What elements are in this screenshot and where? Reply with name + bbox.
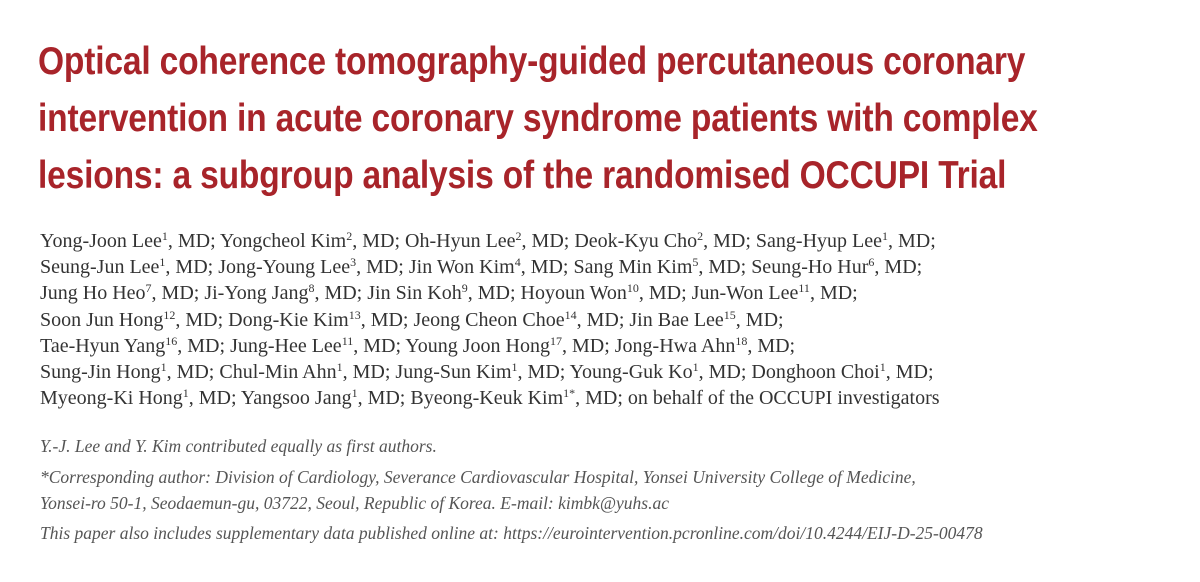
author-degree: , MD; — [887, 230, 936, 252]
author-name: Seung-Ho Hur — [751, 256, 869, 279]
author-line — [40, 359, 1170, 385]
author-degree: , MD; — [177, 334, 231, 357]
affiliation-marker: 1 — [159, 255, 166, 270]
author-name: Jung-Hee Lee — [230, 334, 342, 357]
author-name: Seung-Jun Lee — [40, 256, 160, 279]
author-line — [40, 333, 1170, 359]
author-name: Yong-Joon Lee — [40, 230, 162, 252]
affiliation-marker: 13 — [348, 307, 361, 322]
author-name: Ji-Yong Jang — [204, 282, 309, 305]
author-name: Chul-Min Ahn — [219, 361, 337, 384]
author-degree: , MD; — [698, 256, 752, 279]
author-degree: , MD; — [809, 282, 858, 305]
author-degree: , MD; — [517, 361, 570, 384]
author-name: Sang Min Kim — [573, 256, 693, 279]
author-degree: , MD; — [314, 282, 368, 305]
affiliation-marker: 1 — [351, 386, 358, 401]
author-name: Jong-Young Lee — [218, 256, 351, 279]
author-name: Yongcheol Kim — [219, 230, 347, 252]
article-title — [38, 33, 1038, 204]
author-degree: , MD; — [703, 230, 756, 252]
title-line-1: Optical coherence tomography-guided percutaneous coronary — [38, 40, 1026, 83]
author-degree: , MD; on behalf of the OCCUPI investigators — [575, 387, 940, 410]
author-name: Soon Jun Hong — [40, 308, 164, 331]
affiliation-marker: 1 — [881, 229, 888, 243]
author-line — [40, 254, 1170, 280]
author-degree: , MD; — [874, 256, 923, 279]
author-line — [40, 228, 1170, 254]
author-degree: , MD; — [698, 361, 752, 384]
affiliation-marker: 1 — [511, 360, 518, 375]
affiliation-marker: 1 — [160, 360, 167, 375]
affiliation-marker: 1* — [563, 386, 576, 401]
author-degree: , MD; — [467, 282, 521, 305]
author-name: Donghoon Choi — [751, 361, 880, 384]
affiliation-marker: 3 — [350, 255, 357, 270]
affiliation-marker: 6 — [868, 255, 875, 270]
author-name: Deok-Kyu Cho — [574, 230, 698, 252]
affiliation-marker: 7 — [145, 281, 152, 296]
affiliation-marker: 1 — [161, 229, 168, 243]
affiliation-marker: 12 — [163, 307, 176, 322]
affiliation-marker: 5 — [692, 255, 699, 270]
title-line-2: intervention in acute coronary syndrome patients with complex — [38, 97, 1038, 140]
affiliation-marker: 11 — [798, 281, 810, 296]
author-line — [40, 307, 1170, 333]
author-degree: , MD; — [175, 308, 229, 331]
author-degree: , MD; — [188, 387, 241, 410]
affiliation-marker: 10 — [626, 281, 639, 296]
author-name: Jin Bae Lee — [629, 308, 724, 331]
author-degree: , MD; — [885, 361, 934, 384]
affiliation-marker: 14 — [564, 307, 577, 322]
author-degree: , MD; — [356, 256, 409, 279]
supplementary-data-note: This paper also includes supplementary data published online at: https://eurointervention.pcronline.com/doi/10.4244/EIJ-D-25-00478 — [40, 523, 983, 543]
affiliation-marker: 11 — [341, 333, 354, 348]
affiliation-marker: 8 — [308, 281, 315, 296]
author-name: Jung-Sun Kim — [395, 361, 512, 384]
author-degree: , MD; — [342, 361, 396, 384]
title-line-3: lesions: a subgroup analysis of the randomised OCCUPI Trial — [38, 154, 1007, 197]
author-degree: , MD; — [151, 282, 205, 305]
affiliation-marker: 1 — [336, 360, 343, 375]
author-name: Jong-Hwa Ahn — [614, 334, 736, 357]
author-degree: , MD; — [576, 308, 630, 331]
affiliation-marker: 2 — [346, 229, 353, 243]
author-name: Young-Guk Ko — [569, 361, 693, 384]
author-degree: , MD; — [638, 282, 692, 305]
author-degree: , MD; — [521, 230, 575, 252]
author-name: Tae-Hyun Yang — [40, 334, 166, 357]
author-name: Jung Ho Heo — [40, 282, 146, 305]
affiliation-marker: 17 — [549, 333, 562, 348]
author-degree: , MD; — [167, 230, 220, 252]
affiliation-marker: 2 — [697, 229, 704, 243]
author-name: Jun-Won Lee — [691, 282, 799, 305]
author-list — [40, 228, 1170, 411]
affiliation-marker: 18 — [735, 333, 748, 348]
author-name: Byeong-Keuk Kim — [410, 387, 564, 410]
author-degree: , MD; — [165, 256, 219, 279]
author-degree: , MD; — [166, 361, 220, 384]
author-name: Hoyoun Won — [520, 282, 627, 305]
corresponding-author-line-1: *Corresponding author: Division of Cardiology, Severance Cardiovascular Hospital, Yonsei University College of Medicine, — [40, 467, 916, 487]
author-degree: , MD; — [353, 334, 406, 357]
author-degree: , MD; — [520, 256, 574, 279]
affiliation-marker: 1 — [879, 360, 886, 375]
author-line — [40, 280, 1170, 306]
author-name: Dong-Kie Kim — [228, 308, 349, 331]
author-name: Yangsoo Jang — [240, 387, 352, 410]
equal-contribution-note: Y.-J. Lee and Y. Kim contributed equally as first authors. — [40, 436, 437, 456]
affiliation-marker: 16 — [165, 333, 178, 348]
author-name: Jin Won Kim — [408, 256, 515, 279]
affiliation-marker: 9 — [461, 281, 468, 296]
author-degree: , MD; — [561, 334, 615, 357]
author-degree: , MD; — [357, 387, 411, 410]
author-degree: , MD; — [352, 230, 406, 252]
author-degree: , MD; — [360, 308, 414, 331]
affiliation-marker: 1 — [182, 386, 189, 401]
author-name: Sung-Jin Hong — [40, 361, 161, 384]
affiliation-marker: 1 — [692, 360, 699, 375]
author-name: Sang-Hyup Lee — [755, 230, 882, 252]
author-degree: , MD; — [747, 334, 796, 357]
author-name: Jin Sin Koh — [367, 282, 462, 305]
corresponding-author-line-2: Yonsei-ro 50-1, Seodaemun-gu, 03722, Seoul, Republic of Korea. E-mail: kimbk@yuhs.ac — [40, 493, 669, 513]
author-name: Jeong Cheon Choe — [413, 308, 565, 331]
author-name: Oh-Hyun Lee — [405, 230, 516, 252]
author-degree: , MD; — [735, 308, 784, 331]
affiliation-marker: 15 — [723, 307, 736, 322]
affiliation-marker: 4 — [514, 255, 521, 270]
author-name: Myeong-Ki Hong — [40, 387, 183, 410]
affiliation-marker: 2 — [515, 229, 522, 243]
author-line — [40, 385, 1170, 411]
author-name: Young Joon Hong — [405, 334, 550, 357]
